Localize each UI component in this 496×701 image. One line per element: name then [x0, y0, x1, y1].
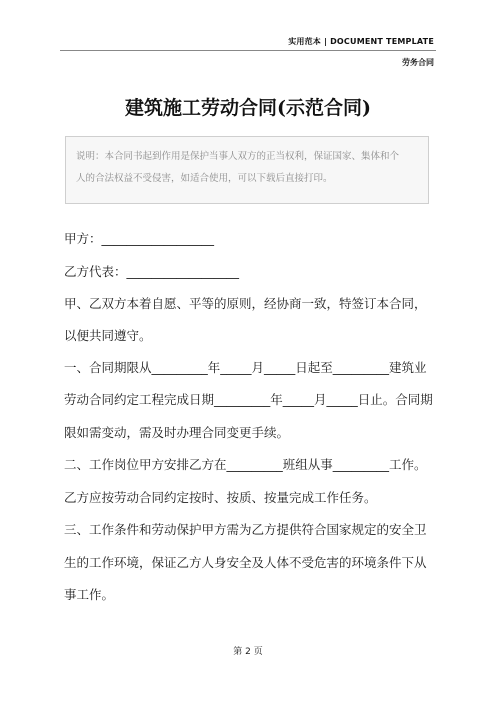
clause-3-line: 生的工作环境，保证乙方人身安全及人体不受危害的环境条件下从 [64, 555, 427, 570]
clause-3-line: 三、工作条件和劳动保护甲方需为乙方提供符合国家规定的安全卫 [64, 522, 427, 537]
party-b-line: 乙方代表：__________________ [64, 264, 240, 279]
clause-1-line: 一、合同期限从_________年_____月_____日起至_________建筑业 [64, 360, 427, 375]
document-title: 建筑施工劳动合同(示范合同) [125, 97, 371, 119]
document-template-label: 实用范本 | DOCUMENT TEMPLATE [288, 37, 434, 46]
clause-3-line: 事工作。 [64, 587, 115, 602]
clause-1-line: 限如需变动，需及时办理合同变更手续。 [64, 425, 290, 440]
preamble-line: 甲、乙双方本着自愿、平等的原则，经协商一致，特签订本合同， [64, 296, 427, 311]
note-line: 人的合法权益不受侵害，如适合使用，可以下载后直接打印。 [76, 173, 333, 184]
clause-2-line: 乙方应按劳动合同约定按时、按质、按量完成工作任务。 [64, 490, 377, 505]
party-a-line: 甲方：__________________ [64, 231, 215, 246]
category-label: 劳务合同 [402, 58, 434, 67]
instruction-note-box [65, 136, 429, 204]
preamble-line: 以便共同遵守。 [64, 328, 152, 343]
note-line: 说明：本合同书起到作用是保护当事人双方的正当权利，保证国家、集体和个 [76, 151, 400, 162]
page-number: 第 2 页 [233, 647, 263, 657]
clause-1-line: 劳动合同约定工程完成日期_________年_____月_____日止。合同期 [64, 392, 433, 407]
header-divider [60, 50, 436, 51]
clause-2-line: 二、工作岗位甲方安排乙方在_________班组从事_________工作。 [64, 457, 427, 472]
